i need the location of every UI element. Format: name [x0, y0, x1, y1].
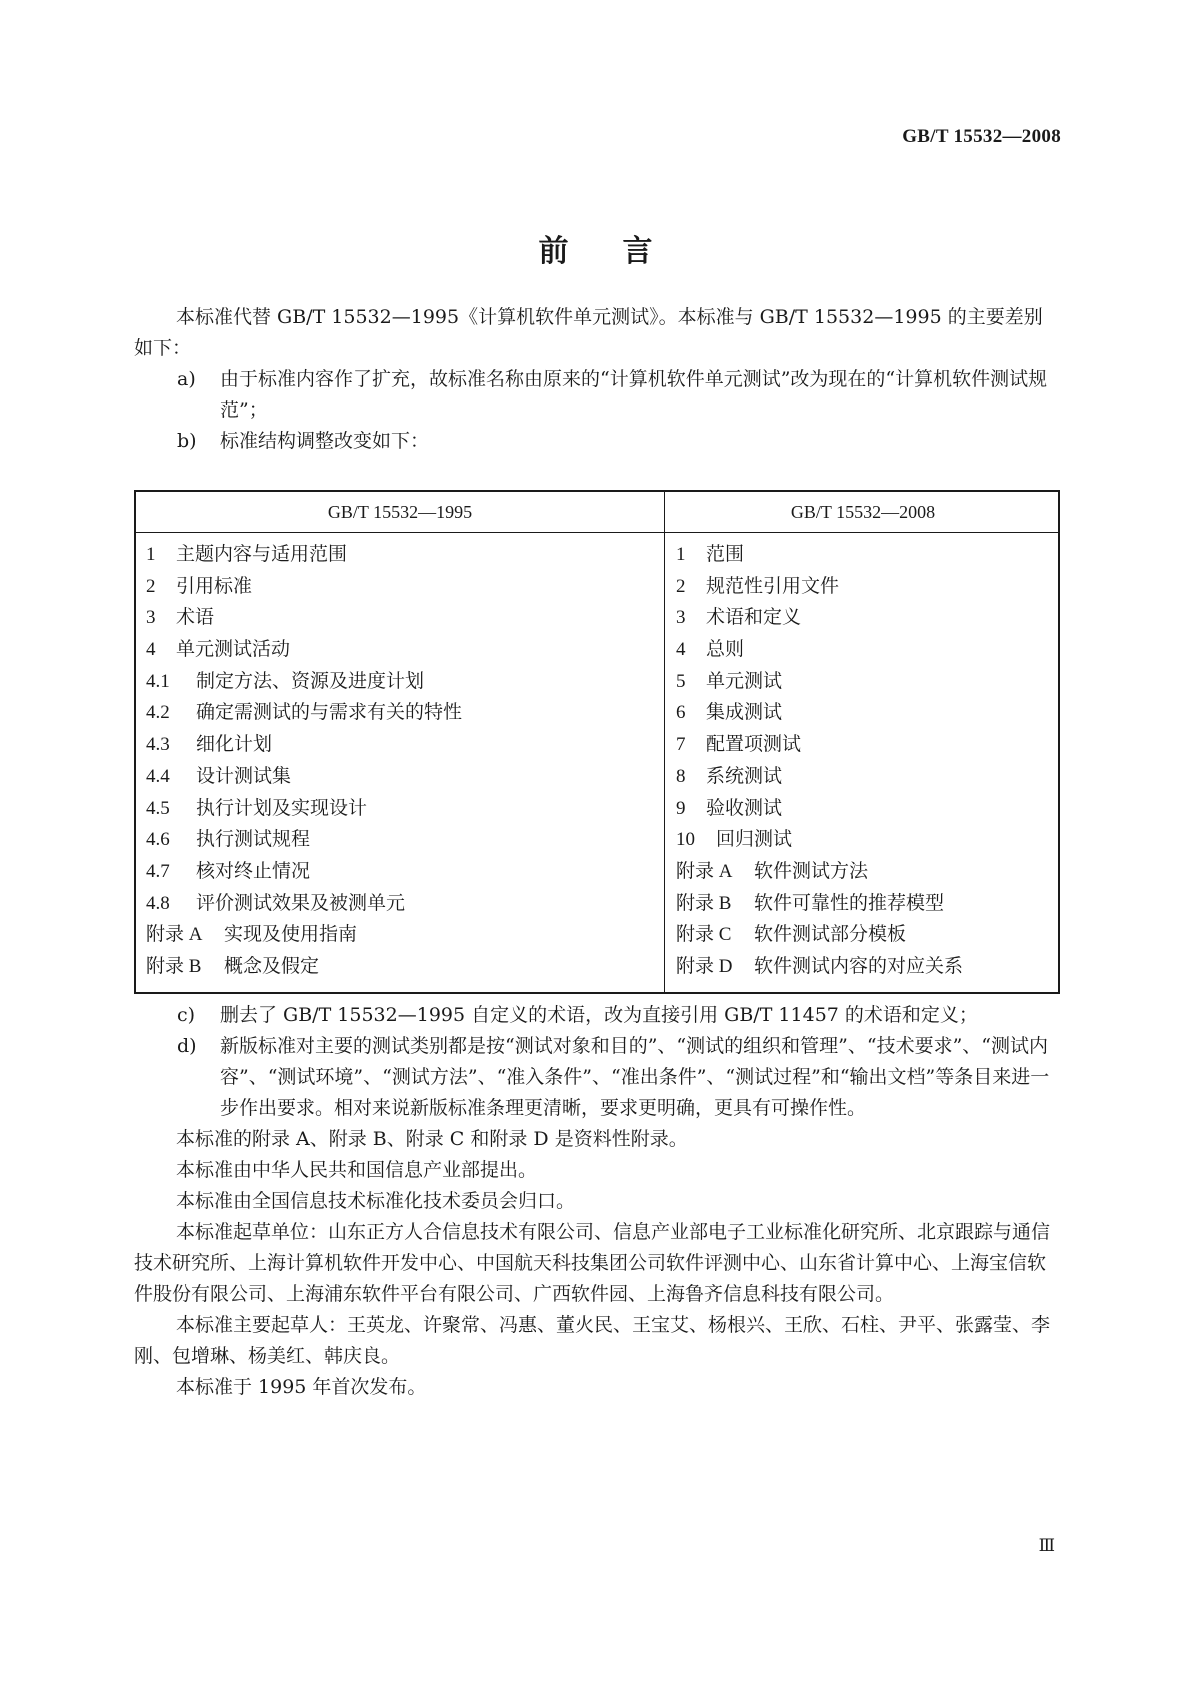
row-title: 回归测试: [716, 828, 793, 851]
row-number: 附录 B: [146, 955, 202, 977]
table-row: [676, 729, 963, 761]
table-row: [676, 634, 963, 666]
table-row: [146, 729, 462, 761]
table-row: [146, 539, 462, 571]
row-number: 4.1: [146, 670, 170, 692]
row-title: 总则: [706, 638, 745, 661]
row-number: 附录 D: [676, 955, 733, 977]
row-title: 软件测试部分模板: [754, 923, 907, 946]
row-title: 软件测试内容的对应关系: [754, 954, 964, 977]
row-number: 1: [676, 544, 686, 565]
table-header-old: GB/T 15532—1995: [327, 502, 473, 522]
row-title: 规范性引用文件: [706, 574, 840, 597]
change-item-c: [134, 1000, 1060, 1031]
row-title: 集成测试: [706, 701, 783, 724]
row-title: 验收测试: [706, 796, 783, 819]
row-title: 范围: [706, 543, 745, 565]
row-number: 6: [676, 702, 686, 724]
new-structure-list: [676, 539, 963, 983]
structure-comparison-table: [134, 490, 1060, 994]
row-title: 制定方法、资源及进度计划: [196, 669, 425, 692]
table-row: [146, 888, 462, 920]
row-number: 2: [146, 575, 156, 597]
row-number: 8: [676, 765, 686, 787]
row-number: 3: [676, 607, 686, 629]
table-row: [676, 856, 963, 888]
drafting-units: 本标准起草单位：山东正方人合信息技术有限公司、信息产业部电子工业标准化研究所、北京跟踪与通信技术研究所、上海计算机软件开发中心、中国航天科技集团公司软件评测中心、山东省计算中心、上海宝信软件股份有限公司、上海浦东软件平台有限公司、广西软件园、上海鲁齐信息科技有限公司。: [134, 1221, 1051, 1305]
row-title: 主题内容与适用范围: [176, 543, 348, 565]
intro-section: [134, 302, 1060, 457]
closing-section: [134, 1000, 1060, 1403]
table-header-new: GB/T 15532—2008: [790, 502, 936, 522]
table-row: [676, 539, 963, 571]
table-row: [146, 824, 462, 856]
row-number: 4.7: [146, 860, 170, 882]
row-title: 术语和定义: [706, 606, 802, 629]
row-number: 10: [676, 829, 695, 851]
row-number: 4: [676, 639, 686, 661]
row-title: 评价测试效果及被测单元: [196, 891, 406, 914]
standard-number: GB/T 15532—2008: [902, 126, 1061, 147]
drafters: 本标准主要起草人：王英龙、许聚常、冯惠、董火民、王宝艾、杨根兴、王欣、石柱、尹平、张露莹、李刚、包增琳、杨美红、韩庆良。: [134, 1314, 1051, 1367]
table-row: [146, 571, 462, 603]
row-title: 单元测试活动: [176, 638, 291, 661]
table-row: [676, 666, 963, 698]
row-title: 配置项测试: [706, 733, 802, 756]
row-number: 3: [146, 607, 156, 629]
table-row: [146, 919, 462, 951]
table-row: [146, 793, 462, 825]
table-header-divider: [136, 532, 1058, 533]
row-title: 软件测试方法: [754, 859, 869, 882]
table-row: [146, 951, 462, 983]
item-text: 删去了 GB/T 15532—1995 自定义的术语，改为直接引用 GB/T 11457 的术语和定义；: [220, 1004, 978, 1026]
row-number: 4.8: [146, 892, 170, 914]
row-number: 2: [676, 575, 686, 597]
item-label: a): [177, 368, 196, 390]
proposer-note: 本标准由中华人民共和国信息产业部提出。: [176, 1159, 538, 1181]
row-title: 执行测试规程: [196, 828, 311, 851]
row-number: 4.4: [146, 765, 170, 787]
row-number: 4: [146, 639, 156, 661]
change-item-d: [134, 1031, 1060, 1124]
row-number: 5: [676, 670, 686, 692]
table-row: [676, 888, 963, 920]
row-number: 9: [676, 797, 686, 819]
table-row: [676, 919, 963, 951]
table-row: [676, 824, 963, 856]
change-item-b: [134, 426, 1060, 457]
table-row: [676, 761, 963, 793]
table-row: [676, 697, 963, 729]
item-text: 标准结构调整改变如下：: [220, 430, 430, 452]
row-title: 术语: [176, 606, 215, 629]
row-number: 4.5: [146, 797, 170, 819]
row-number: 附录 A: [676, 860, 733, 882]
row-number: 4.3: [146, 734, 170, 756]
table-row: [146, 697, 462, 729]
intro-paragraph: 本标准代替 GB/T 15532—1995《计算机软件单元测试》。本标准与 GB/T 15532—1995 的主要差别如下：: [134, 306, 1043, 359]
administrator-note: 本标准由全国信息技术标准化技术委员会归口。: [176, 1190, 576, 1212]
table-row: [146, 666, 462, 698]
row-title: 核对终止情况: [196, 859, 311, 882]
item-label: c): [177, 1004, 196, 1026]
table-row: [676, 793, 963, 825]
table-row: [146, 634, 462, 666]
row-number: 1: [146, 544, 156, 565]
table-row: [146, 761, 462, 793]
page-title: 前言: [538, 234, 707, 269]
row-title: 单元测试: [706, 669, 783, 692]
row-title: 设计测试集: [196, 764, 292, 787]
old-structure-list: [146, 539, 462, 983]
row-title: 概念及假定: [224, 954, 320, 977]
row-number: 附录 A: [146, 924, 203, 946]
item-label: b): [177, 430, 197, 452]
row-title: 执行计划及实现设计: [196, 796, 368, 819]
table-row: [676, 951, 963, 983]
row-number: 附录 B: [676, 892, 732, 914]
row-title: 软件可靠性的推荐模型: [754, 891, 945, 914]
row-number: 7: [676, 734, 686, 756]
row-title: 系统测试: [706, 764, 783, 787]
item-text: 由于标准内容作了扩充，故标准名称由原来的“计算机软件单元测试”改为现在的“计算机软件测试规范”；: [220, 368, 1048, 421]
table-row: [676, 602, 963, 634]
row-title: 实现及使用指南: [224, 923, 358, 946]
table-row: [146, 602, 462, 634]
page-number: Ⅲ: [1038, 1536, 1055, 1555]
appendix-note: 本标准的附录 A、附录 B、附录 C 和附录 D 是资料性附录。: [176, 1128, 688, 1150]
row-number: 4.6: [146, 829, 170, 851]
table-row: [146, 856, 462, 888]
row-title: 细化计划: [196, 733, 273, 756]
table-row: [676, 571, 963, 603]
first-release-note: 本标准于 1995 年首次发布。: [176, 1376, 427, 1398]
table-column-divider: [664, 492, 665, 992]
change-item-a: [134, 364, 1060, 426]
row-title: 引用标准: [176, 574, 253, 597]
row-number: 4.2: [146, 702, 170, 724]
row-number: 附录 C: [676, 924, 732, 946]
item-text: 新版标准对主要的测试类别都是按“测试对象和目的”、“测试的组织和管理”、“技术要求”、“测试内容”、“测试环境”、“测试方法”、“准入条件”、“准出条件”、“测试过程”和“输出文档”等条目来进一步作出要求。相对来说新版标准条理更清晰，要求更明确，更具有可操作性。: [220, 1035, 1050, 1119]
row-title: 确定需测试的与需求有关的特性: [196, 701, 463, 724]
item-label: d): [177, 1035, 197, 1057]
